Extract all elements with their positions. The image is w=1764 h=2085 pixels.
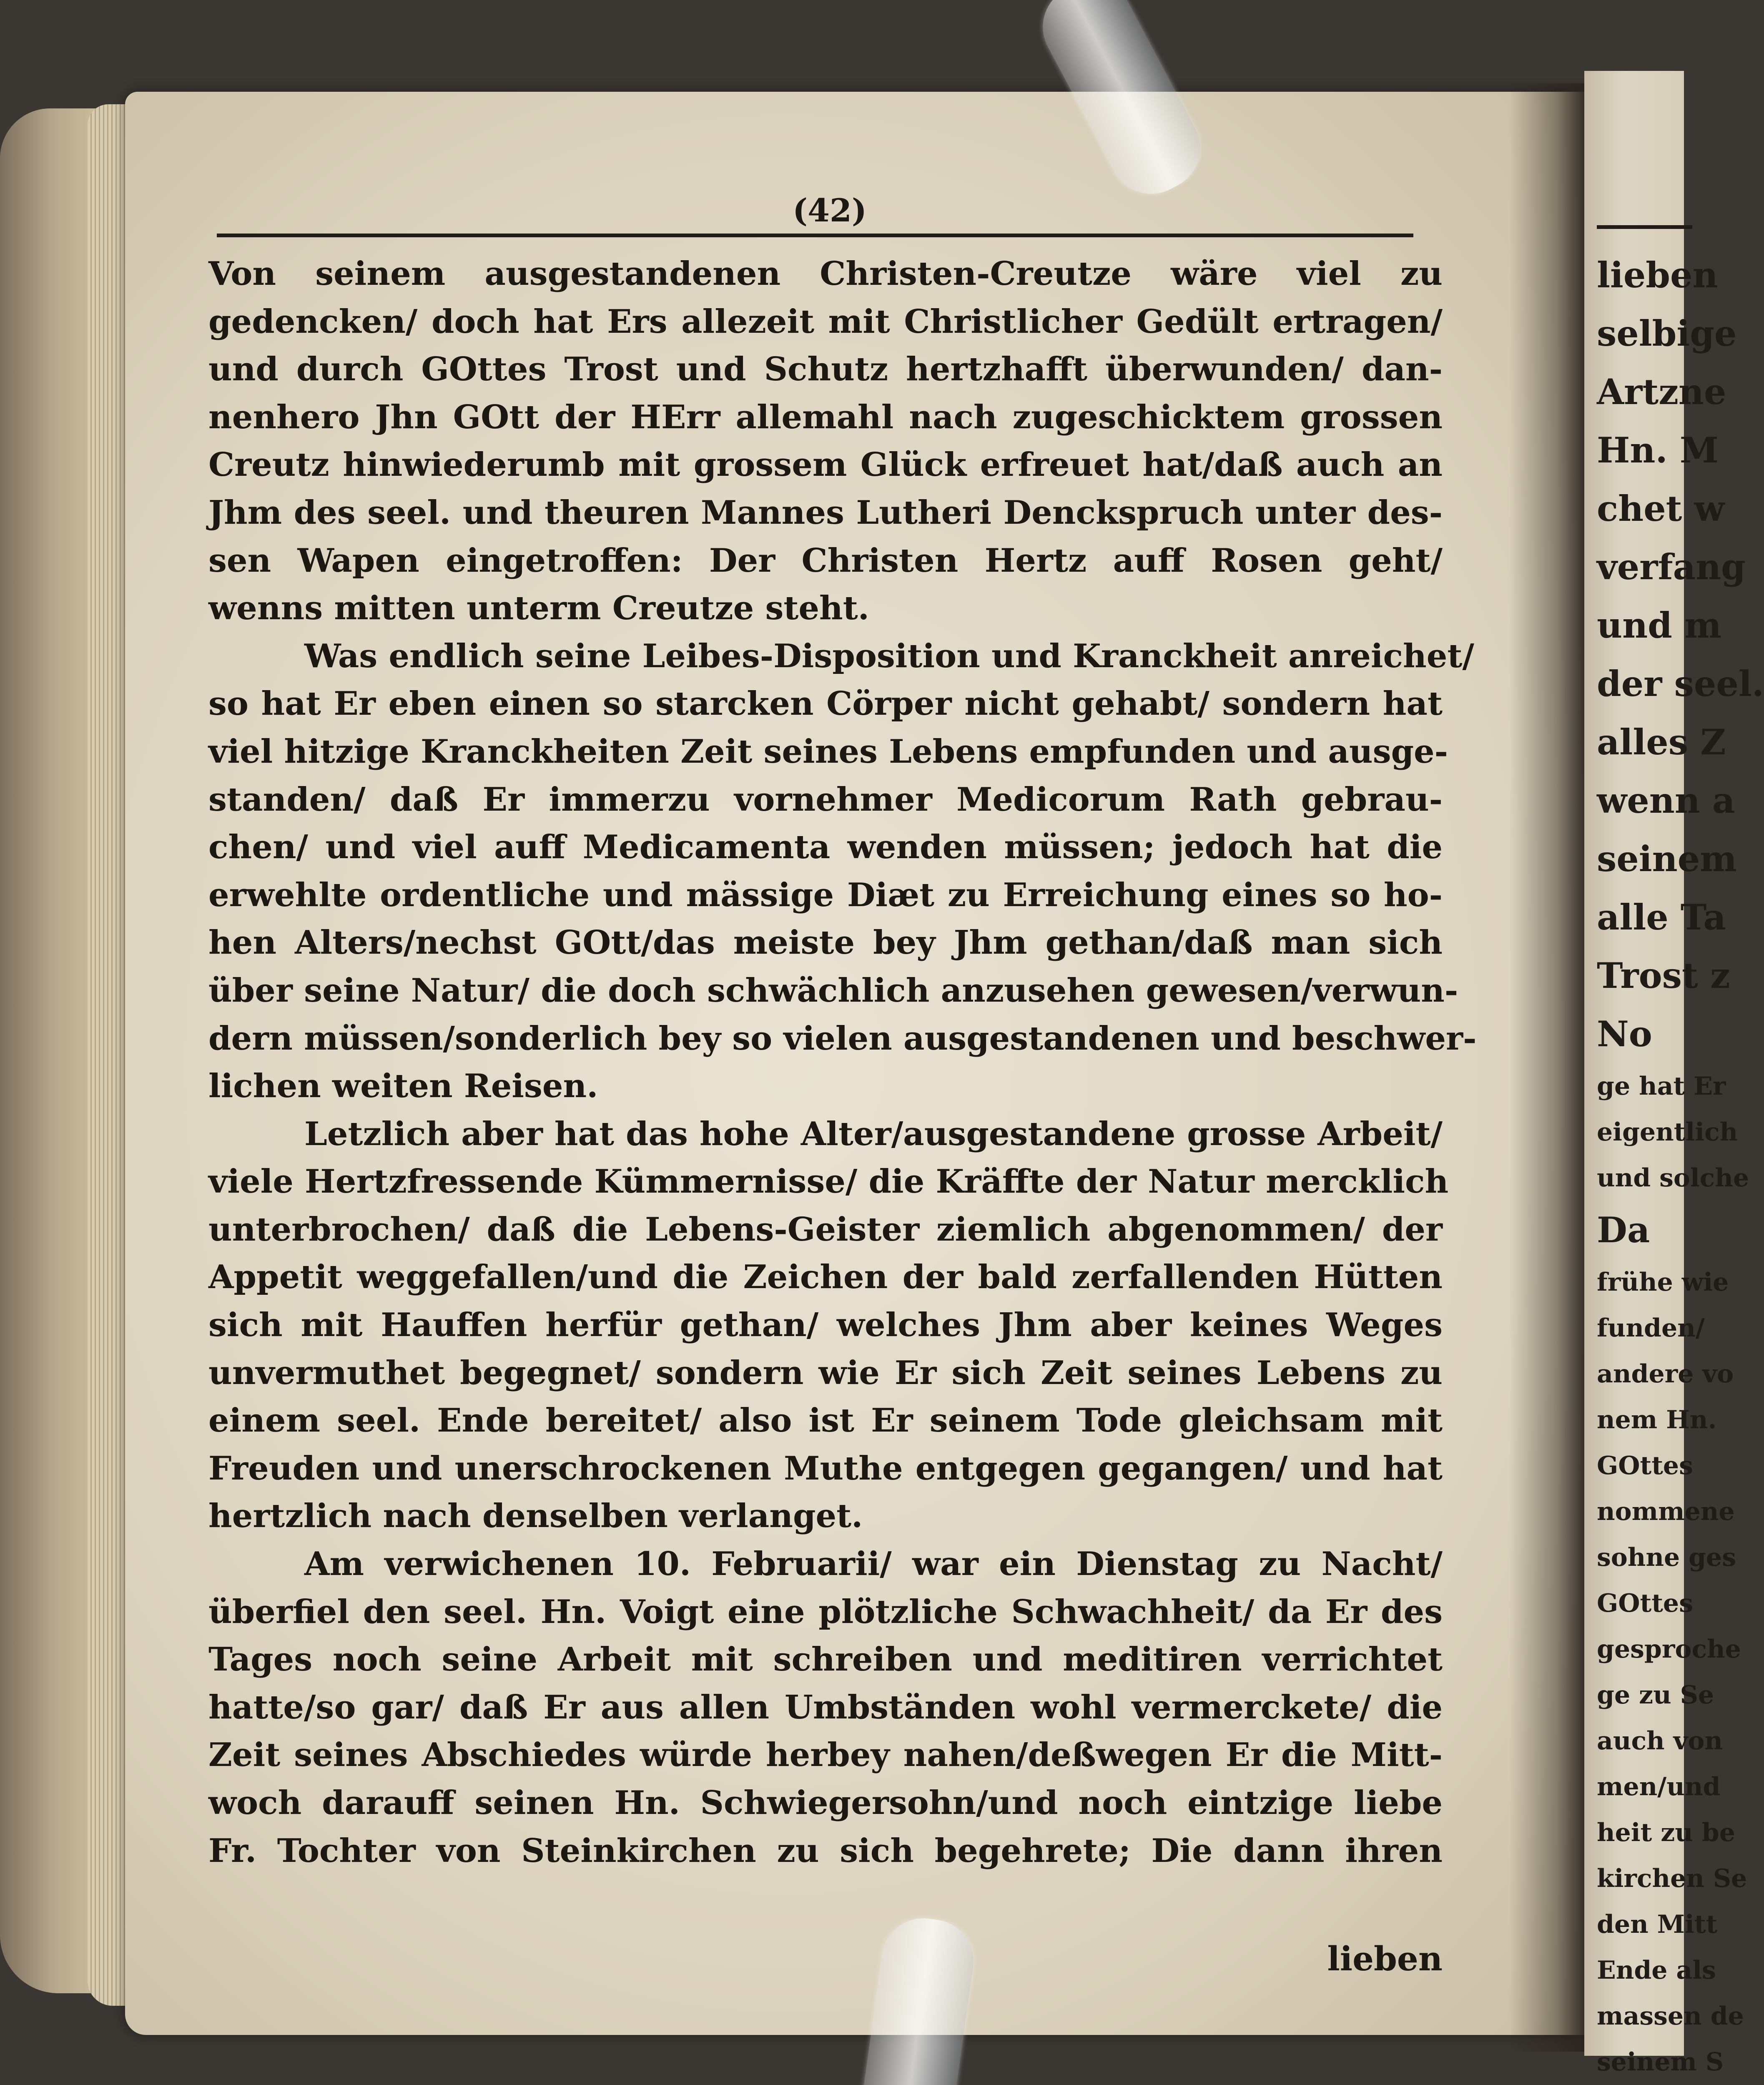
- book-gutter-shadow: [1509, 83, 1588, 2052]
- text-line: viele Hertzfressende Kümmernisse/ die Kräffte der Natur mercklich: [208, 1163, 1449, 1201]
- text-line: nenhero Jhn GOtt der HErr allemahl nach zugeschicktem grossen: [208, 398, 1443, 436]
- text-line: überfiel den seel. Hn. Voigt eine plötzliche Schwachheit/ da Er des: [208, 1593, 1443, 1631]
- facing-text-line: ge hat Er: [1597, 1072, 1726, 1101]
- text-line: einem seel. Ende bereitet/ also ist Er seinem Tode gleichsam mit: [208, 1402, 1443, 1440]
- text-line: Appetit weggefallen/und die Zeichen der bald zerfallenden Hütten: [208, 1258, 1443, 1296]
- text-line: Zeit seines Abschiedes würde herbey nahen/deßwegen Er die Mitt-: [208, 1736, 1443, 1774]
- facing-text-line: nem Hn.: [1597, 1405, 1717, 1434]
- text-line: chen/ und viel auff Medicamenta wenden müssen; jedoch hat die: [208, 828, 1443, 867]
- facing-text-line: seinem S: [1597, 2047, 1724, 2077]
- text-line: Fr. Tochter von Steinkirchen zu sich begehrete; Die dann ihren: [208, 1831, 1443, 1870]
- facing-text-line: sohne ges: [1597, 1543, 1736, 1572]
- facing-text-line: Trost z: [1597, 955, 1730, 996]
- text-line: woch darauff seinen Hn. Schwiegersohn/und noch eintzige liebe: [208, 1784, 1443, 1822]
- text-line: hertzlich nach denselben verlanget.: [208, 1497, 863, 1535]
- text-line: dern müssen/sonderlich bey so vielen ausgestandenen und beschwer-: [208, 1019, 1477, 1058]
- facing-text-line: alles Z: [1597, 721, 1726, 763]
- facing-text-line: Hn. M: [1597, 430, 1719, 471]
- facing-text-line: nommene: [1597, 1497, 1735, 1526]
- facing-text-line: frühe wie: [1597, 1268, 1729, 1297]
- facing-text-line: selbige: [1597, 313, 1737, 354]
- facing-text-line: verfang: [1597, 546, 1746, 588]
- page-text: [208, 250, 1477, 1875]
- text-line: viel hitzige Kranckheiten Zeit seines Lebens empfunden und ausge-: [208, 732, 1448, 771]
- facing-text-line: Artzne: [1597, 371, 1726, 412]
- facing-text-line: No: [1597, 1013, 1652, 1055]
- page-number: (42): [793, 192, 867, 229]
- text-line: Freuden und unerschrockenen Muthe entgegen gegangen/ und hat: [208, 1449, 1443, 1487]
- facing-text-line: auch von: [1597, 1726, 1723, 1756]
- catchword: lieben: [1327, 1939, 1443, 1978]
- facing-text-line: chet w: [1597, 488, 1725, 529]
- facing-text-line: wenn a: [1597, 780, 1735, 821]
- text-line: erwehlte ordentliche und mässige Diæt zu Erreichung eines so ho-: [208, 876, 1443, 914]
- text-line: hatte/so gar/ daß Er aus allen Umbständen wohl vermerckete/ die: [208, 1688, 1443, 1726]
- facing-text-line: und solche: [1597, 1163, 1749, 1193]
- facing-text-line: GOttes: [1597, 1451, 1693, 1480]
- text-line: unterbrochen/ daß die Lebens-Geister ziemlich abgenommen/ der: [208, 1210, 1443, 1248]
- facing-text-line: ge zu Se: [1597, 1681, 1714, 1710]
- text-line: Letzlich aber hat das hohe Alter/ausgestandene grosse Arbeit/: [304, 1115, 1443, 1153]
- text-line: Jhm des seel. und theuren Mannes Lutheri Denckspruch unter des-: [208, 493, 1443, 532]
- text-line: sen Wapen eingetroffen: Der Christen Hertz auff Rosen geht/: [208, 541, 1443, 580]
- text-line: Tages noch seine Arbeit mit schreiben und meditiren verrichtet: [208, 1640, 1443, 1679]
- text-line: lichen weiten Reisen.: [208, 1067, 598, 1105]
- facing-text-line: der seel.: [1597, 663, 1764, 704]
- text-line: Am verwichenen 10. Februarii/ war ein Dienstag zu Nacht/: [304, 1545, 1443, 1583]
- text-line: Von seinem ausgestandenen Christen-Creutze wäre viel zu: [208, 255, 1443, 293]
- facing-page-text: [1597, 246, 1764, 2085]
- text-line: standen/ daß Er immerzu vornehmer Medicorum Rath gebrau-: [208, 780, 1443, 819]
- facing-text-line: funden/: [1597, 1314, 1705, 1343]
- facing-text-line: GOttes: [1597, 1589, 1693, 1618]
- facing-text-line: massen de: [1597, 2002, 1744, 2031]
- facing-text-line: heit zu be: [1597, 1818, 1735, 1847]
- facing-text-line: Ende als: [1597, 1956, 1716, 1985]
- text-line: so hat Er eben einen so starcken Cörper nicht gehabt/ sondern hat: [208, 685, 1443, 723]
- facing-page-rule: [1597, 225, 1692, 229]
- facing-text-line: Da: [1597, 1209, 1650, 1251]
- header-rule: [217, 234, 1413, 237]
- text-line: gedencken/ doch hat Ers allezeit mit Christlicher Gedült ertragen/: [208, 302, 1443, 341]
- text-line: sich mit Hauffen herfür gethan/ welches Jhm aber keines Weges: [208, 1306, 1443, 1344]
- facing-text-line: den Mitt: [1597, 1910, 1718, 1939]
- text-line: wenns mitten unterm Creutze steht.: [208, 589, 869, 628]
- facing-text-line: gesproche: [1597, 1635, 1741, 1664]
- facing-text-line: seinem: [1597, 838, 1737, 879]
- facing-text-line: und m: [1597, 605, 1722, 646]
- facing-text-line: alle Ta: [1597, 897, 1726, 938]
- text-line: über seine Natur/ die doch schwächlich anzusehen gewesen/verwun-: [208, 971, 1458, 1010]
- text-line: unvermuthet begegnet/ sondern wie Er sich Zeit seines Lebens zu: [208, 1354, 1443, 1392]
- text-line: und durch GOttes Trost und Schutz hertzhafft überwunden/ dan-: [208, 350, 1443, 389]
- text-line: Creutz hinwiederumb mit grossem Glück erfreuet hat/daß auch an: [208, 446, 1443, 484]
- text-line: hen Alters/nechst GOtt/das meiste bey Jhm gethan/daß man sich: [208, 924, 1443, 962]
- facing-text-line: eigentlich: [1597, 1118, 1738, 1147]
- facing-text-line: andere vo: [1597, 1359, 1734, 1389]
- facing-text-line: lieben: [1597, 254, 1718, 296]
- facing-text-line: men/und: [1597, 1772, 1721, 1801]
- facing-text-line: kirchen Se: [1597, 1864, 1747, 1893]
- facing-page: [1584, 71, 1764, 2077]
- text-line: Was endlich seine Leibes-Disposition und Kranckheit anreichet/: [304, 637, 1474, 675]
